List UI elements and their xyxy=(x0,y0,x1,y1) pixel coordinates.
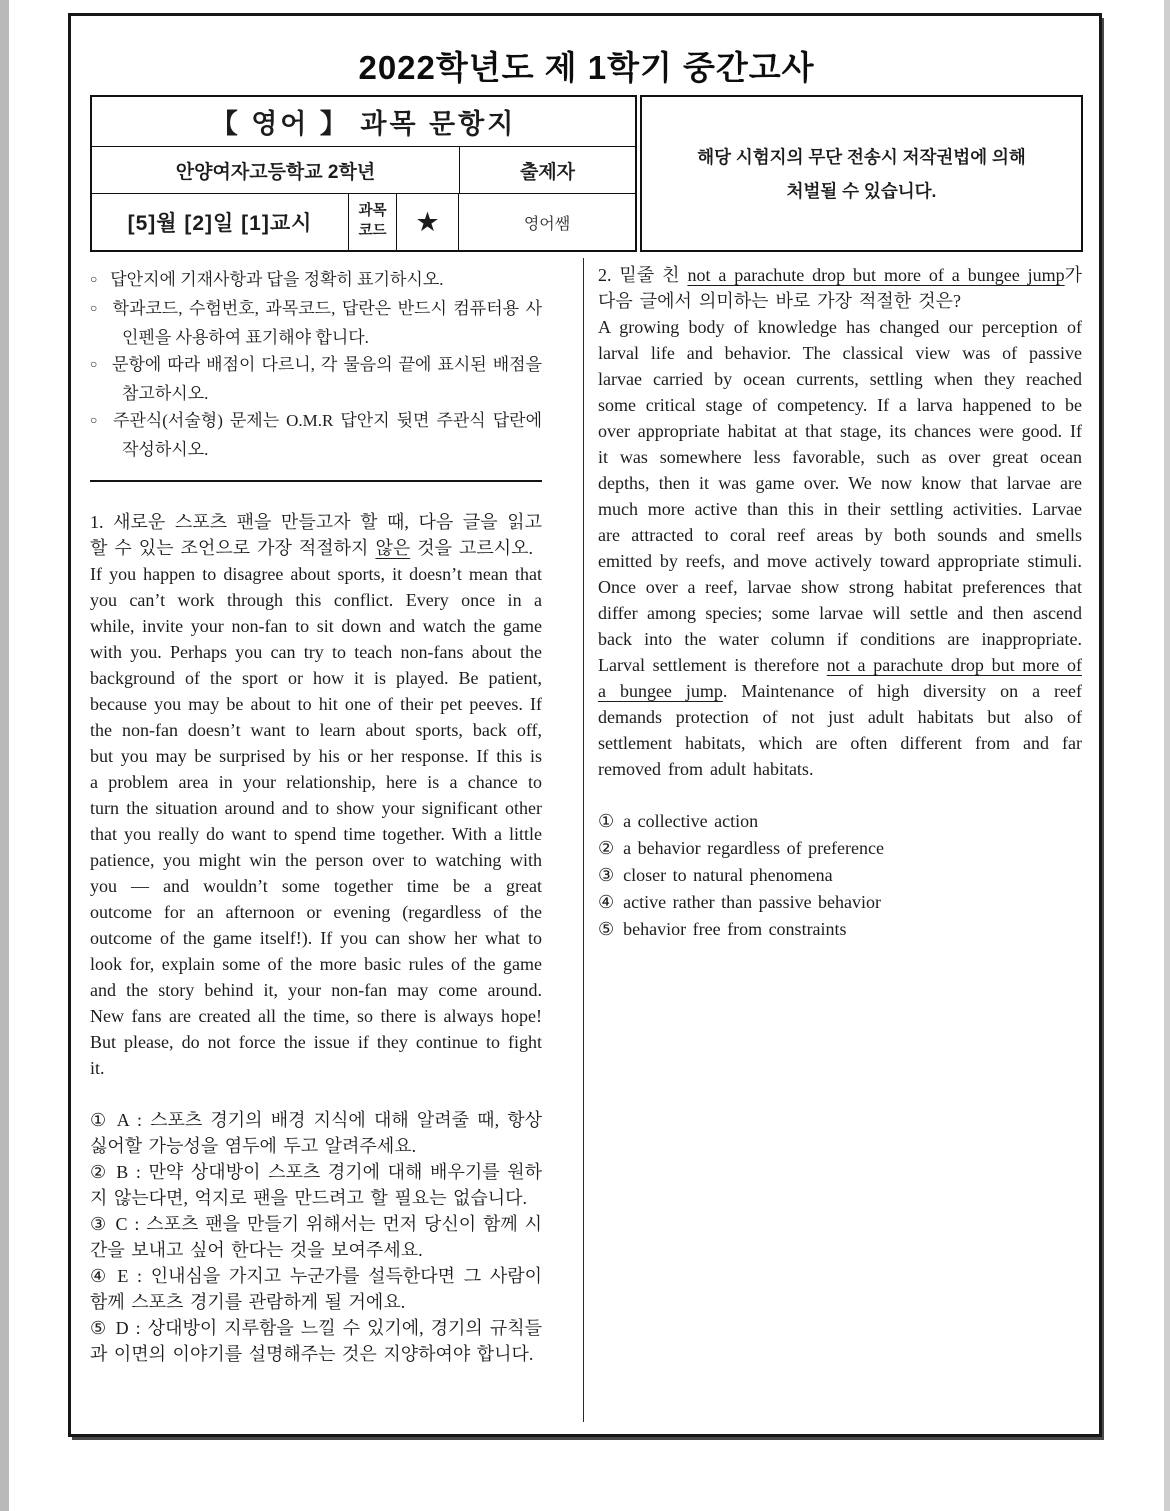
option-marker: ② xyxy=(598,838,615,858)
exam-header xyxy=(90,95,1083,252)
option-item xyxy=(598,889,1082,916)
option-item xyxy=(598,835,1082,862)
section-divider xyxy=(90,480,542,482)
option-text: a behavior regardless of preference xyxy=(623,838,884,858)
option-text: behavior free from constraints xyxy=(623,919,847,939)
bullet-icon: ○ xyxy=(90,413,100,427)
bullet-icon: ○ xyxy=(90,272,98,286)
option-marker: ④ xyxy=(90,1266,109,1286)
scan-edge-left xyxy=(0,0,9,1511)
instruction-item xyxy=(90,295,542,351)
question-2-prompt xyxy=(598,262,1082,314)
bullet-icon: ○ xyxy=(90,357,100,371)
option-item xyxy=(598,808,1082,835)
instruction-item xyxy=(90,351,542,407)
option-marker: ③ xyxy=(90,1214,107,1234)
option-item xyxy=(90,1159,542,1211)
exam-datetime-cell: [5]월 [2]일 [1]교시 xyxy=(127,212,313,235)
exam-page xyxy=(68,13,1102,1437)
option-text: a collective action xyxy=(623,811,759,831)
subject-code-label-line2: 코드 xyxy=(358,223,387,239)
option-marker: ⑤ xyxy=(598,919,615,939)
question-1-prompt-pre: 1. 새로운 스포츠 팬을 만들고자 할 때, 다음 글을 읽고 할 수 있는 조언으로 가장 적절하지 xyxy=(90,512,542,558)
option-text: active rather than passive behavior xyxy=(623,892,882,912)
school-name-cell: 안양여자고등학교 2학년 xyxy=(175,161,376,183)
option-text: E : 인내심을 가지고 누군가를 설득한다면 그 사람이 함께 스포츠 경기를 관람하게 될 거에요. xyxy=(90,1266,542,1312)
question-1-options xyxy=(90,1107,542,1367)
exam-title: 2022학년도 제 1학기 중간고사 xyxy=(358,49,815,86)
instructions-list xyxy=(90,266,542,463)
option-text: A : 스포츠 경기의 배경 지식에 대해 알려줄 때, 항상 싫어할 가능성을 염두에 두고 알려주세요. xyxy=(90,1110,542,1156)
option-text: closer to natural phenomena xyxy=(623,865,833,885)
option-item xyxy=(598,862,1082,889)
option-marker: ⑤ xyxy=(90,1318,107,1338)
copyright-line1: 해당 시험지의 무단 전송시 저작권법에 의해 xyxy=(697,147,1026,167)
scan-edge-right xyxy=(1164,0,1170,1511)
question-2-passage-post: . Maintenance of high diversity on a reef demands protection of not just adult habitats but also of settlement habitats, which are often different from and far removed from adult habitats. xyxy=(598,681,1082,779)
option-item xyxy=(90,1263,542,1315)
left-column xyxy=(90,258,584,1422)
instruction-text: 학과코드, 수험번호, 과목코드, 답란은 반드시 컴퓨터용 사인펜을 사용하여 표기해야 합니다. xyxy=(112,299,542,347)
option-text: B : 만약 상대방이 스포츠 경기에 대해 배우기를 원하지 않는다면, 억지로 팬을 만드려고 할 필요는 없습니다. xyxy=(90,1162,543,1208)
question-1-passage: If you happen to disagree about sports, it doesn’t mean that you can’t work through this conflict. Every once in a while, invite your non-fan to sit down and watch the game with you. Perhaps you can try to teach non-fans about the background of the sport or how it is played. Be patient, because you may be about to hit one of their pet peeves. If the non-fan doesn’t want to learn about sports, back off, but you may be surprised by his or her response. If this is a problem area in your relationship, here is a chance to turn the situation around and to show your significant other that you really do want to spend time together. With a little patience, you might win the person over to watching with you — and wouldn’t some together time be a great outcome for an afternoon or evening (regardless of the outcome of the game itself!). If you can show her what to look for, explain some of the more basic rules of the game and the story behind it, your non-fan may come around. New fans are created all the time, so there is always hope! But please, do not force the issue if they continue to fight it. xyxy=(90,564,542,1078)
option-marker: ① xyxy=(598,811,615,831)
instruction-item xyxy=(90,407,542,463)
subject-title: 【 영어 】 과목 문항지 xyxy=(210,109,517,139)
question-2-prompt-underlined: not a parachute drop but more of a bungee jump xyxy=(687,265,1065,285)
instruction-item xyxy=(90,266,542,295)
option-marker: ④ xyxy=(598,892,615,912)
option-item xyxy=(598,916,1082,943)
option-marker: ① xyxy=(90,1110,108,1130)
question-2-prompt-post: 가 다음 글에서 의미하는 바로 가장 적절한 것은? xyxy=(598,265,1082,311)
exam-columns xyxy=(90,258,1099,1422)
option-text: C : 스포츠 팬을 만들기 위해서는 먼저 당신이 함께 시간을 보내고 싶어 한다는 것을 보여주세요. xyxy=(90,1214,542,1260)
copyright-line2: 처벌될 수 있습니다. xyxy=(786,181,937,201)
star-icon: ★ xyxy=(415,206,440,237)
instruction-text: 문항에 따라 배점이 다르니, 각 물음의 끝에 표시된 배점을 참고하시오. xyxy=(112,355,542,403)
exam-info-table xyxy=(90,95,637,252)
option-item xyxy=(90,1315,542,1367)
question-2-passage-pre: A growing body of knowledge has changed our perception of larval life and behavior. The classical view was of passive larvae carried by ocean currents, settling when they reached some critical stage of competency. If a larva happened to be over appropriate habitat at that stage, its chances were good. If it was somewhere less favorable, such as over great ocean depths, then it was game over. We now know that larvae are much more active than this in their settling activities. Larvae are attracted to coral reef areas by both sounds and smells emitted by reefs, and move actively toward appropriate stimuli. Once over a reef, larvae show strong habitat preferences that differ among species; some larvae will settle and then ascend back into the water column if conditions are inappropriate. Larval settlement is therefore xyxy=(598,317,1082,675)
question-1-prompt xyxy=(90,509,542,561)
option-text: D : 상대방이 지루함을 느낄 수 있기에, 경기의 규칙들과 이면의 이야기를 설명해주는 것은 지양하여야 합니다. xyxy=(90,1318,542,1364)
question-1-prompt-post: 것을 고르시오. xyxy=(410,538,534,558)
question-2-options xyxy=(598,808,1082,943)
question-2-passage-underlined: not a parachute drop but more of a bungee jump xyxy=(598,655,1083,701)
option-item xyxy=(90,1211,542,1263)
option-marker: ③ xyxy=(598,865,615,885)
question-1 xyxy=(90,509,542,1367)
question-1-prompt-underlined: 않은 xyxy=(375,538,411,558)
copyright-notice xyxy=(640,95,1083,252)
question-2 xyxy=(598,262,1082,943)
instruction-text: 주관식(서술형) 문제는 O.M.R 답안지 뒷면 주관식 답란에 작성하시오. xyxy=(113,411,542,459)
option-marker: ② xyxy=(90,1162,108,1182)
subject-code-label-line1: 과목 xyxy=(358,203,387,220)
question-2-passage xyxy=(598,314,1082,782)
bullet-icon: ○ xyxy=(90,301,100,315)
instruction-text: 답안지에 기재사항과 답을 정확히 표기하시오. xyxy=(110,270,444,289)
subject-code-cell xyxy=(396,194,458,250)
right-column xyxy=(584,258,1099,1422)
examiner-name-cell: 영어쌤 xyxy=(458,194,635,250)
question-2-prompt-pre: 2. 밑줄 친 xyxy=(598,265,688,285)
option-item xyxy=(90,1107,542,1159)
subject-code-label-cell xyxy=(348,194,396,250)
examiner-label-cell: 출제자 xyxy=(459,147,635,193)
